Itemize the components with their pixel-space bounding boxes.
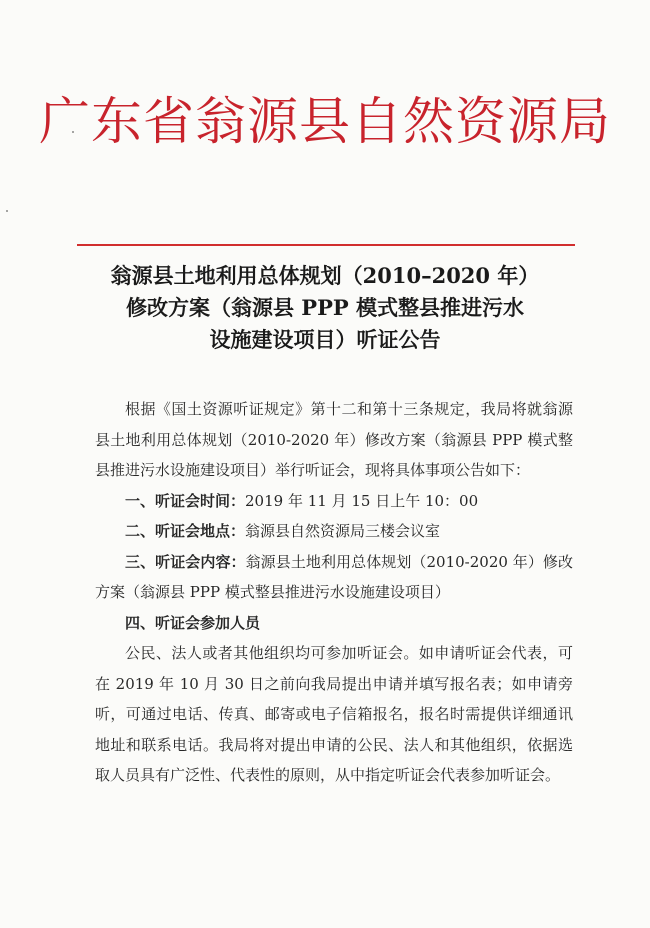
letterhead-title: 广东省翁源县自然资源局 [38, 93, 611, 152]
item-time [95, 486, 573, 517]
title-line-2: 修改方案（翁源县 PPP 模式整县推进污水 [126, 295, 524, 320]
item-location-label: 二、听证会地点： [125, 522, 246, 540]
item-content-value: 翁源县土地利用总体规划（2010-2020 年）修改方案（翁源县 PPP 模式整县推进污水设施建设项目） [95, 552, 573, 601]
item-time-value: 2019 年 11 月 15 日上午 10：00 [245, 491, 479, 510]
item-content-label: 三、听证会内容： [125, 552, 246, 571]
item-content [95, 547, 573, 608]
item-location [95, 516, 573, 547]
document-body [95, 394, 573, 791]
title-line-3: 设施建设项目）听证公告 [209, 327, 441, 352]
item-location-value: 翁源县自然资源局三楼会议室 [245, 522, 441, 540]
title-line-1: 翁源县土地利用总体规划（2010–2020 年） [110, 263, 540, 288]
item-participants-heading: 四、听证会参加人员 [125, 613, 261, 632]
item-time-label: 一、听证会时间： [125, 491, 246, 510]
red-divider-line [77, 244, 575, 246]
scan-speck [6, 210, 8, 212]
intro-paragraph: 根据《国土资源听证规定》第十二和第十三条规定，我局将就翁源县土地利用总体规划（2010-2020 年）修改方案（翁源县 PPP 模式整县推进污水设施建设项目）举行听证会，现将具体事项公告如下： [95, 400, 573, 479]
participants-paragraph: 公民、法人或者其他组织均可参加听证会。如申请听证会代表，可在 2019 年 10 月 30 日之前向我局提出申请并填写报名表；如申请旁听，可通过电话、传真、邮寄或电子信箱报名，报名时需提供详细通讯地址和联系电话。我局将对提出申请的公民、法人和其他组织，依据选取人员具有广泛性、代表性的原则，从中指定听证会代表参加听证会。 [95, 644, 573, 784]
document-title [80, 260, 570, 356]
